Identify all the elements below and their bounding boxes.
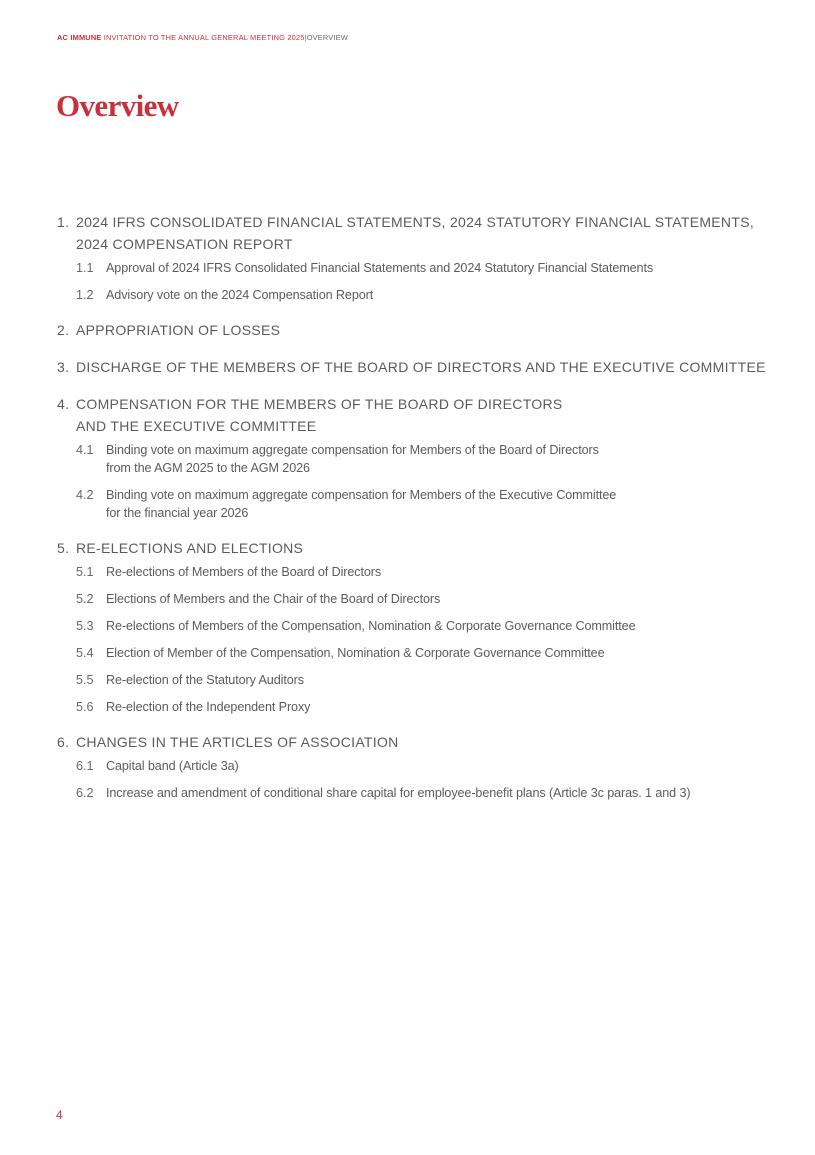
agenda-subitem-text: Elections of Members and the Chair of the Board of Directors	[106, 592, 441, 606]
running-header	[57, 33, 348, 42]
agenda-subitem-number: 5.6	[76, 700, 94, 714]
agenda-subitem-number: 4.2	[76, 488, 94, 502]
agenda-item-number: 5.	[57, 540, 70, 556]
agenda-subitem	[76, 590, 797, 608]
agenda-item	[57, 731, 797, 802]
agenda-item-heading	[57, 319, 797, 341]
agenda-subitem-number: 5.1	[76, 565, 94, 579]
agenda-subitem-text: Binding vote on maximum aggregate compensation for Members of the Executive Committee for the financial year 2026	[106, 488, 617, 520]
agenda-item-number: 1.	[57, 214, 70, 230]
agenda-item-number: 2.	[57, 322, 70, 338]
agenda-subitem	[76, 486, 797, 522]
agenda-subitem-text: Re-election of the Statutory Auditors	[106, 673, 304, 687]
header-doc-title: INVITATION TO THE ANNUAL GENERAL MEETING 2025	[103, 33, 305, 42]
agenda-subitem-number: 1.2	[76, 288, 94, 302]
agenda-subitem-number: 5.4	[76, 646, 94, 660]
agenda-subitem-text: Re-election of the Independent Proxy	[106, 700, 311, 714]
agenda-subitem-number: 6.2	[76, 786, 94, 800]
agenda-subitem	[76, 617, 797, 635]
agenda-item	[57, 211, 797, 304]
page-number: 4	[56, 1108, 63, 1122]
header-section: OVERVIEW	[306, 33, 348, 42]
agenda-item-number: 6.	[57, 734, 70, 750]
agenda-subitem-text: Binding vote on maximum aggregate compensation for Members of the Board of Directors from the AGM 2025 to the AGM 2026	[106, 443, 599, 475]
agenda-item	[57, 393, 797, 522]
agenda-item-number: 4.	[57, 396, 70, 412]
agenda-subitem	[76, 784, 797, 802]
agenda-item-heading	[57, 211, 797, 255]
agenda-item-heading	[57, 731, 797, 753]
agenda-item	[57, 319, 797, 341]
agenda-subitem-number: 6.1	[76, 759, 94, 773]
agenda-subitem-number: 5.2	[76, 592, 94, 606]
agenda-subitem-text: Election of Member of the Compensation, Nomination & Corporate Governance Committee	[106, 646, 605, 660]
agenda-subitem	[76, 286, 797, 304]
header-brand: AC IMMUNE	[57, 33, 102, 42]
agenda-subitem-text: Re-elections of Members of the Compensation, Nomination & Corporate Governance Committee	[106, 619, 636, 633]
agenda-item-title: CHANGES IN THE ARTICLES OF ASSOCIATION	[76, 734, 399, 750]
agenda-subitem-text: Increase and amendment of conditional share capital for employee-benefit plans (Article 3c paras. 1 and 3)	[106, 786, 691, 800]
agenda-item-heading	[57, 356, 797, 378]
agenda-subitem-text: Capital band (Article 3a)	[106, 759, 239, 773]
agenda-subitem	[76, 698, 797, 716]
agenda-subitem	[76, 563, 797, 581]
agenda-item-title: DISCHARGE OF THE MEMBERS OF THE BOARD OF DIRECTORS AND THE EXECUTIVE COMMITTEE	[76, 359, 766, 375]
agenda-subitem-list	[76, 563, 797, 716]
agenda-subitem	[76, 644, 797, 662]
agenda-subitem-text: Re-elections of Members of the Board of Directors	[106, 565, 382, 579]
agenda-item-title: 2024 IFRS CONSOLIDATED FINANCIAL STATEMENTS, 2024 STATUTORY FINANCIAL STATEMENTS, 2024 COMPENSATION REPORT	[76, 214, 755, 252]
page-title: Overview	[56, 88, 179, 123]
agenda-subitem-number: 4.1	[76, 443, 94, 457]
agenda-item-heading	[57, 393, 797, 437]
agenda-subitem-number: 1.1	[76, 261, 94, 275]
agenda-subitem	[76, 757, 797, 775]
agenda-list	[57, 211, 797, 817]
agenda-item	[57, 356, 797, 378]
agenda-item-title: RE-ELECTIONS AND ELECTIONS	[76, 540, 304, 556]
agenda-subitem	[76, 671, 797, 689]
agenda-subitem-text: Approval of 2024 IFRS Consolidated Financial Statements and 2024 Statutory Financial Statements	[106, 261, 654, 275]
agenda-subitem-text: Advisory vote on the 2024 Compensation Report	[106, 288, 374, 302]
agenda-subitem-list	[76, 757, 797, 802]
header-separator: |	[304, 33, 307, 42]
agenda-item-heading	[57, 537, 797, 559]
agenda-item-title: APPROPRIATION OF LOSSES	[76, 322, 281, 338]
agenda-subitem-list	[76, 259, 797, 304]
agenda-subitem-number: 5.5	[76, 673, 94, 687]
agenda-item	[57, 537, 797, 716]
agenda-item-title: COMPENSATION FOR THE MEMBERS OF THE BOARD OF DIRECTORS AND THE EXECUTIVE COMMITTEE	[76, 396, 563, 434]
agenda-item-number: 3.	[57, 359, 70, 375]
agenda-subitem	[76, 259, 797, 277]
agenda-subitem-list	[76, 441, 797, 522]
agenda-subitem	[76, 441, 797, 477]
agenda-subitem-number: 5.3	[76, 619, 94, 633]
